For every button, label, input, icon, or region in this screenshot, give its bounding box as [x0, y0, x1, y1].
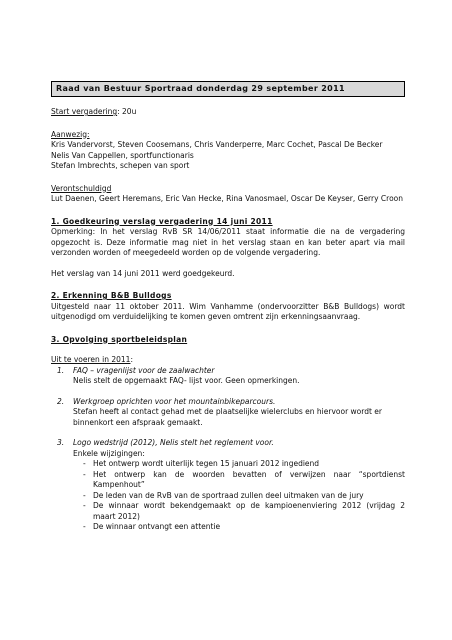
start-line: [51, 107, 405, 118]
section-1-remark: Opmerking: In het verslag RvB SR 14/06/2011 staat informatie die na de vergadering opgezocht is. Deze informatie mag niet in het verslag staan en kan beter apart via mail verzonden worden of meegedeeld worden op de volgende vergadering.: [51, 227, 405, 257]
item-body: Nelis stelt de opgemaakt FAQ- lijst voor. Geen opmerkingen.: [73, 376, 300, 385]
bullet-item: - De winnaar wordt bekendgemaakt op de kampioenenviering 2012 (vrijdag 2 maart 2012): [83, 501, 405, 521]
start-label: Start vergadering: [51, 107, 118, 116]
item-number: 3.: [57, 438, 65, 447]
section-1-approved: Het verslag van 14 juni 2011 werd goedgekeurd.: [51, 268, 235, 278]
section-3-heading: 3. Opvolging sportbeleidsplan: [51, 334, 188, 344]
section-2-text: Uitgesteld naar 11 oktober 2011. Wim Vanhamme (ondervoorzitter B&B Bulldogs) wordt uitgenodigd om verduidelijking te komen geven omtrent zijn erkenningsaanvraag.: [51, 301, 405, 321]
present-line-1: Kris Vandervorst, Steven Coosemans, Chris Vanderperre, Marc Cochet, Pascal De Becker: [51, 140, 383, 149]
list-item: [51, 438, 405, 533]
excused-label: Verontschuldigd: [51, 183, 112, 193]
bullet-item: - Het ontwerp kan de woorden bevatten of verwijzen naar “sportdienst Kampenhout”: [83, 469, 405, 489]
item-title: FAQ – vragenlijst voor de zaalwachter: [73, 365, 215, 375]
bullet-item: - Het ontwerp wordt uiterlijk tegen 15 januari 2012 ingediend: [83, 459, 320, 468]
section-3-sublabel: Uit te voeren in 2011:: [51, 355, 133, 364]
bullet-item: - De winnaar ontvangt een attentie: [83, 522, 221, 531]
list-item: [51, 366, 405, 387]
present-label: Aanwezig:: [51, 129, 90, 139]
section-1-heading: 1. Goedkeuring verslag vergadering 14 juni 2011: [51, 216, 273, 226]
item-body: Stefan heeft al contact gehad met de plaatselijke wielerclubs en hiervoor wordt er binnenkort een afspraak gemaakt.: [73, 407, 383, 427]
bullet-item: - De leden van de RvB van de sportraad zullen deel uitmaken van de jury: [83, 490, 364, 500]
section-2-heading: 2. Erkenning B&B Bulldogs: [51, 291, 172, 300]
present-line-3: Stefan Imbrechts, schepen van sport: [51, 161, 190, 170]
document-title: Raad van Bestuur Sportraad donderdag 29 september 2011: [51, 81, 405, 97]
item-body: Enkele wijzigingen:: [73, 448, 145, 458]
minutes-content: [51, 81, 405, 533]
item-title: Logo wedstrijd (2012), Nelis stelt het reglement voor.: [73, 438, 274, 447]
item-number: 2.: [57, 396, 65, 406]
item-number: 1.: [57, 365, 65, 375]
present-line-2: Nelis Van Cappellen, sportfunctionaris: [51, 150, 194, 160]
start-value: : 20u: [117, 107, 137, 116]
list-item: [51, 397, 405, 429]
item-title: Werkgroep oprichten voor het mountainbikeparcours.: [73, 396, 276, 406]
excused-text: Lut Daenen, Geert Heremans, Eric Van Hecke, Rina Vanosmael, Oscar De Keyser, Gerry Croon: [51, 194, 403, 203]
